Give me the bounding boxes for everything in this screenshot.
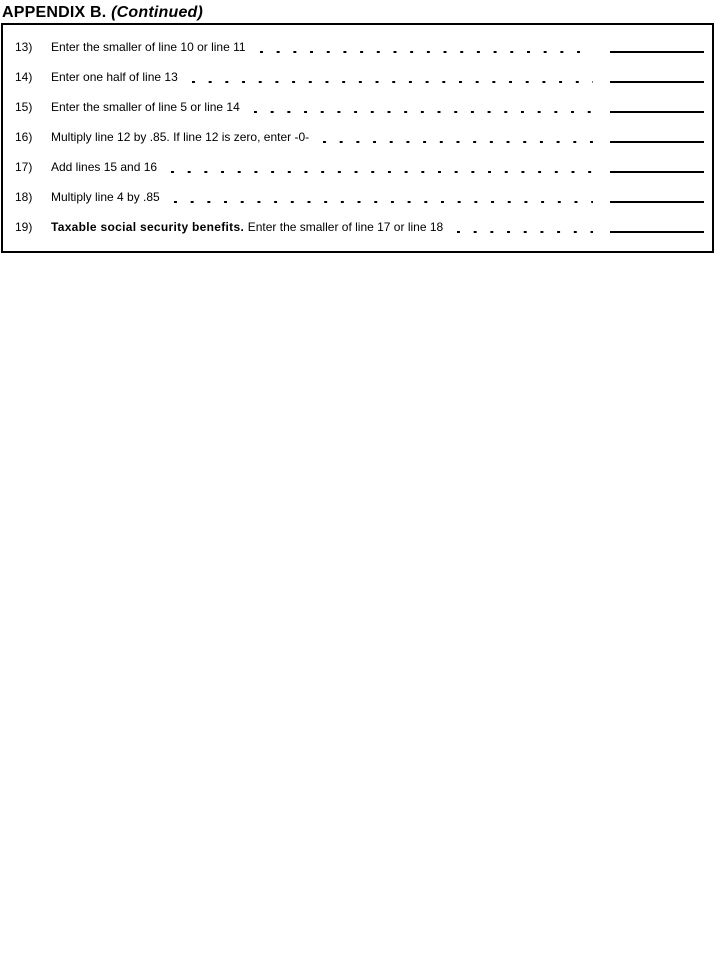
instruction-text bbox=[51, 160, 157, 175]
instruction-plain: Multiply line 12 by .85. If line 12 is zero, enter -0- bbox=[51, 130, 310, 144]
page-title bbox=[2, 4, 725, 21]
instruction-plain: Add lines 15 and 16 bbox=[51, 160, 158, 174]
line-number: 17) bbox=[15, 160, 33, 174]
entry-line bbox=[610, 231, 704, 233]
instruction-text bbox=[51, 70, 178, 85]
line-number: 18) bbox=[15, 190, 33, 204]
form-row bbox=[15, 205, 704, 235]
dot-leader bbox=[260, 48, 593, 53]
instruction-text bbox=[51, 100, 240, 115]
line-number: 19) bbox=[15, 220, 33, 234]
form-row bbox=[15, 145, 704, 175]
worksheet-box bbox=[1, 23, 714, 253]
line-number: 13) bbox=[15, 40, 33, 54]
dot-leader bbox=[171, 168, 593, 173]
instruction-plain: Enter the smaller of line 17 or line 18 bbox=[247, 220, 444, 234]
dot-leader bbox=[192, 78, 593, 83]
line-number: 16) bbox=[15, 130, 33, 144]
dot-leader bbox=[323, 138, 593, 143]
entry-line bbox=[610, 51, 704, 53]
instruction-text bbox=[51, 220, 443, 235]
form-row bbox=[15, 175, 704, 205]
instruction-plain: Enter the smaller of line 10 or line 11 bbox=[51, 40, 246, 54]
instruction-text bbox=[51, 40, 246, 55]
form-row bbox=[15, 115, 704, 145]
dot-leader bbox=[174, 198, 593, 203]
dot-leader bbox=[254, 108, 593, 113]
dot-leader bbox=[457, 228, 593, 233]
page-title-text: APPENDIX B. bbox=[2, 4, 107, 21]
line-number: 15) bbox=[15, 100, 33, 114]
entry-line bbox=[610, 81, 704, 83]
form-row bbox=[15, 25, 704, 55]
entry-line bbox=[610, 141, 704, 143]
entry-line bbox=[610, 201, 704, 203]
form-row bbox=[15, 85, 704, 115]
instruction-text bbox=[51, 190, 160, 205]
entry-line bbox=[610, 111, 704, 113]
page-title-continued: (Continued) bbox=[111, 4, 204, 21]
instruction-text bbox=[51, 130, 309, 145]
instruction-bold: Taxable social security benefits. bbox=[51, 220, 248, 234]
entry-line bbox=[610, 171, 704, 173]
line-number: 14) bbox=[15, 70, 33, 84]
instruction-plain: Enter one half of line 13 bbox=[51, 70, 178, 84]
instruction-plain: Multiply line 4 by .85 bbox=[51, 190, 160, 204]
form-row bbox=[15, 55, 704, 85]
instruction-plain: Enter the smaller of line 5 or line 14 bbox=[51, 100, 240, 114]
